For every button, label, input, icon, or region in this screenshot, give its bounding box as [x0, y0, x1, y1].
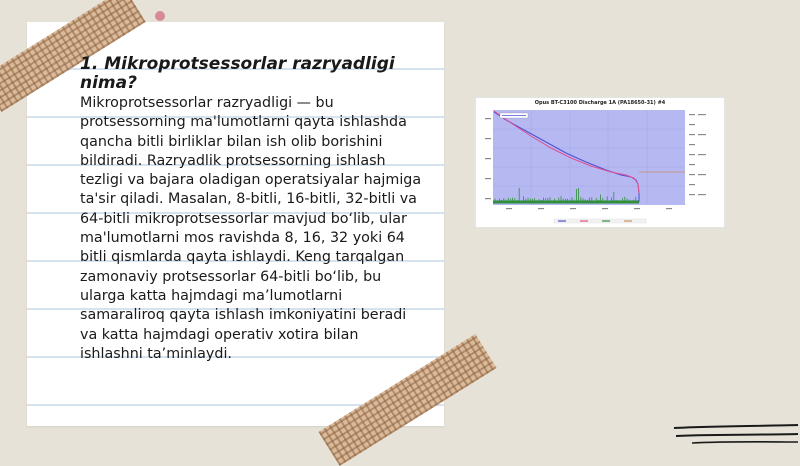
chart-svg	[476, 98, 724, 227]
chart-image	[475, 97, 725, 228]
decorative-lines	[672, 420, 800, 450]
left-axis-ticks	[485, 118, 491, 199]
plot-area	[493, 110, 685, 205]
bottom-legend-strip	[554, 219, 646, 223]
slide-body-text: Mikroprotsessorlar razryadligi — bu protsessorning ma'lumotlarni qayta ishlashda qancha bitli birliklar bilan ish olib borishini bildiradi. Razryadlik protsessorning ishlash tezligi va bajara oladigan operatsiyalar hajmiga ta'sir qiladi. Masalan, 8-bitli, 16-bitli, 32-bitli va 64-bitli mikroprotsessorlar mavjud bo‘lib, ular ma'lumotlarni mos ravishda 8, 16, 32 yoki 64 bitli qismlarda qayta ishlaydi. Keng tarqalgan zamonaviy protsessorlar 64-bitli bo‘lib, bu ularga katta hajmdagi ma’lumotlarni samaraliroq qayta ishlash imkoniyatini beradi va katta hajmdagi operativ xotira bilan ishlashni ta’minlaydi.	[80, 95, 422, 362]
chart-title: Opus BT-C3100 Discharge 1A (PA18650-31) #4	[534, 100, 666, 106]
pin-dot	[155, 11, 165, 21]
slide-heading: 1. Mikroprotsessorlar razryadligi nima?	[80, 54, 395, 93]
right-axis-ticks	[689, 114, 706, 195]
bottom-axis-ticks	[506, 208, 672, 209]
